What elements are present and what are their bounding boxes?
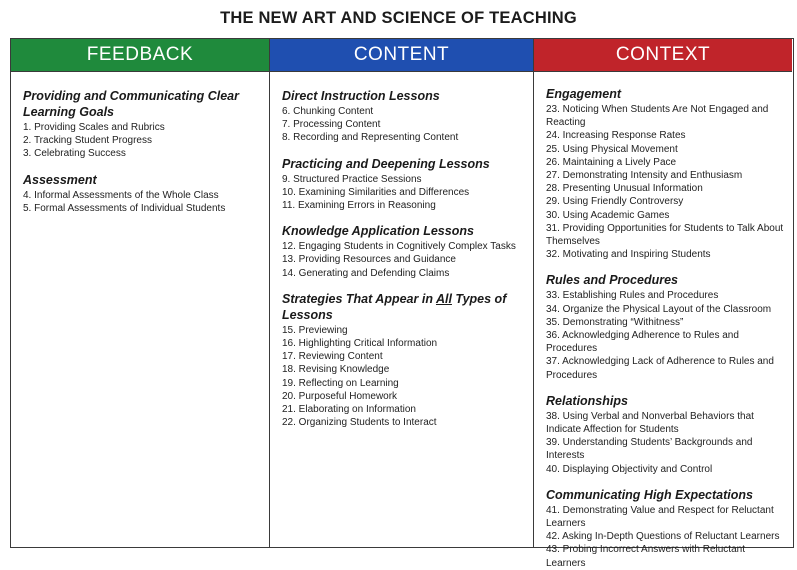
column-body [270, 72, 533, 429]
list-item: 15. Previewing [282, 324, 348, 336]
section [546, 86, 784, 261]
context-column [533, 39, 792, 569]
section-title-part: Types of Lessons [282, 291, 507, 322]
column-body [11, 72, 269, 215]
list-item: 8. Recording and Representing Content [282, 132, 459, 144]
section-title-part: Strategies That Appear in [282, 291, 436, 306]
list-item: 3. Celebrating Success [23, 148, 126, 160]
list-item: 6. Chunking Content [282, 106, 374, 117]
list-item: 23. Noticing When Students Are Not Engaged and Reacting [546, 104, 769, 129]
section-title: Rules and Procedures [546, 273, 678, 288]
list-item: 10. Examining Similarities and Differences [282, 186, 470, 198]
list-item: 39. Understanding Students’ Backgrounds and Interests [546, 437, 753, 462]
section [546, 487, 784, 570]
list-item: 9. Structured Practice Sessions [282, 173, 422, 185]
list-item: 38. Using Verbal and Nonverbal Behaviors that Indicate Affection for Students [546, 410, 754, 436]
strategy-table [10, 38, 794, 569]
list-item: 41. Demonstrating Value and Respect for Reluctant Learners [546, 504, 774, 530]
section [546, 393, 784, 476]
section-title: Engagement [546, 87, 622, 101]
list-item: 28. Presenting Unusual Information [546, 183, 703, 195]
list-item: 1. Providing Scales and Rubrics [23, 122, 165, 133]
list-item: 4. Informal Assessments of the Whole Class [23, 189, 219, 201]
list-item: 22. Organizing Students to Interact [282, 417, 437, 429]
column-body [534, 72, 792, 570]
list-item: 18. Revising Knowledge [282, 364, 390, 376]
feedback-column [11, 39, 269, 547]
list-item: 25. Using Physical Movement [546, 143, 678, 155]
list-item: 7. Processing Content [282, 119, 381, 131]
list-item: 31. Providing Opportunities for Students to Talk About Themselves [546, 222, 784, 248]
section-title: Communicating High Expectations [546, 487, 753, 502]
list-item: 29. Using Friendly Controversy [546, 196, 684, 208]
list-item: 32. Motivating and Inspiring Students [546, 249, 711, 261]
list-item: 35. Demonstrating “Withitness” [546, 316, 684, 328]
section-title: Knowledge Application Lessons [282, 224, 474, 239]
section [282, 291, 525, 430]
list-item: 21. Elaborating on Information [282, 404, 416, 416]
column-header: CONTENT [270, 39, 533, 72]
list-item: 36. Acknowledging Adherence to Rules and Procedures [546, 330, 739, 355]
list-item: 13. Providing Resources and Guidance [282, 254, 456, 266]
section-title [282, 291, 525, 323]
list-item: 30. Using Academic Games [546, 209, 670, 221]
list-item: 37. Acknowledging Lack of Adherence to Rules and Procedures [546, 356, 774, 381]
list-item: 12. Engaging Students in Cognitively Complex Tasks [282, 241, 516, 253]
page-title: THE NEW ART AND SCIENCE OF TEACHING [220, 9, 577, 27]
list-item: 40. Displaying Objectivity and Control [546, 463, 713, 475]
content-column [269, 39, 533, 547]
list-item: 11. Examining Errors in Reasoning [282, 200, 436, 212]
list-item: 19. Reflecting on Learning [282, 377, 399, 389]
section [546, 272, 784, 381]
section-title-emphasis: All [435, 291, 452, 306]
list-item: 16. Highlighting Critical Information [282, 338, 438, 350]
list-item: 14. Generating and Defending Claims [282, 267, 450, 279]
list-item: 5. Formal Assessments of Individual Students [23, 202, 226, 214]
list-item: 42. Asking In-Depth Questions of Reluctant Learners [546, 531, 780, 543]
list-item: 24. Increasing Response Rates [546, 130, 686, 142]
column-header: CONTEXT [534, 39, 792, 72]
section [23, 172, 261, 215]
section-title: Direct Instruction Lessons [282, 89, 440, 103]
column-header: FEEDBACK [11, 39, 269, 72]
section-title: Providing and Communicating Clear Learning Goals [23, 89, 239, 119]
section [23, 88, 261, 161]
list-item: 34. Organize the Physical Layout of the Classroom [546, 303, 772, 315]
list-item: 27. Demonstrating Intensity and Enthusiasm [546, 170, 743, 182]
list-item: 20. Purposeful Homework [282, 390, 398, 402]
list-item: 33. Establishing Rules and Procedures [546, 290, 719, 302]
list-item: 17. Reviewing Content [282, 351, 383, 363]
section [282, 156, 525, 213]
list-item: 43. Probing Incorrect Answers with Reluctant Learners [546, 544, 745, 569]
section-title: Practicing and Deepening Lessons [282, 156, 490, 171]
list-item: 26. Maintaining a Lively Pace [546, 156, 677, 168]
section-title: Assessment [23, 172, 97, 187]
list-item: 2. Tracking Student Progress [23, 135, 152, 147]
section [282, 88, 525, 145]
section [282, 223, 525, 280]
section-title: Relationships [546, 393, 628, 408]
